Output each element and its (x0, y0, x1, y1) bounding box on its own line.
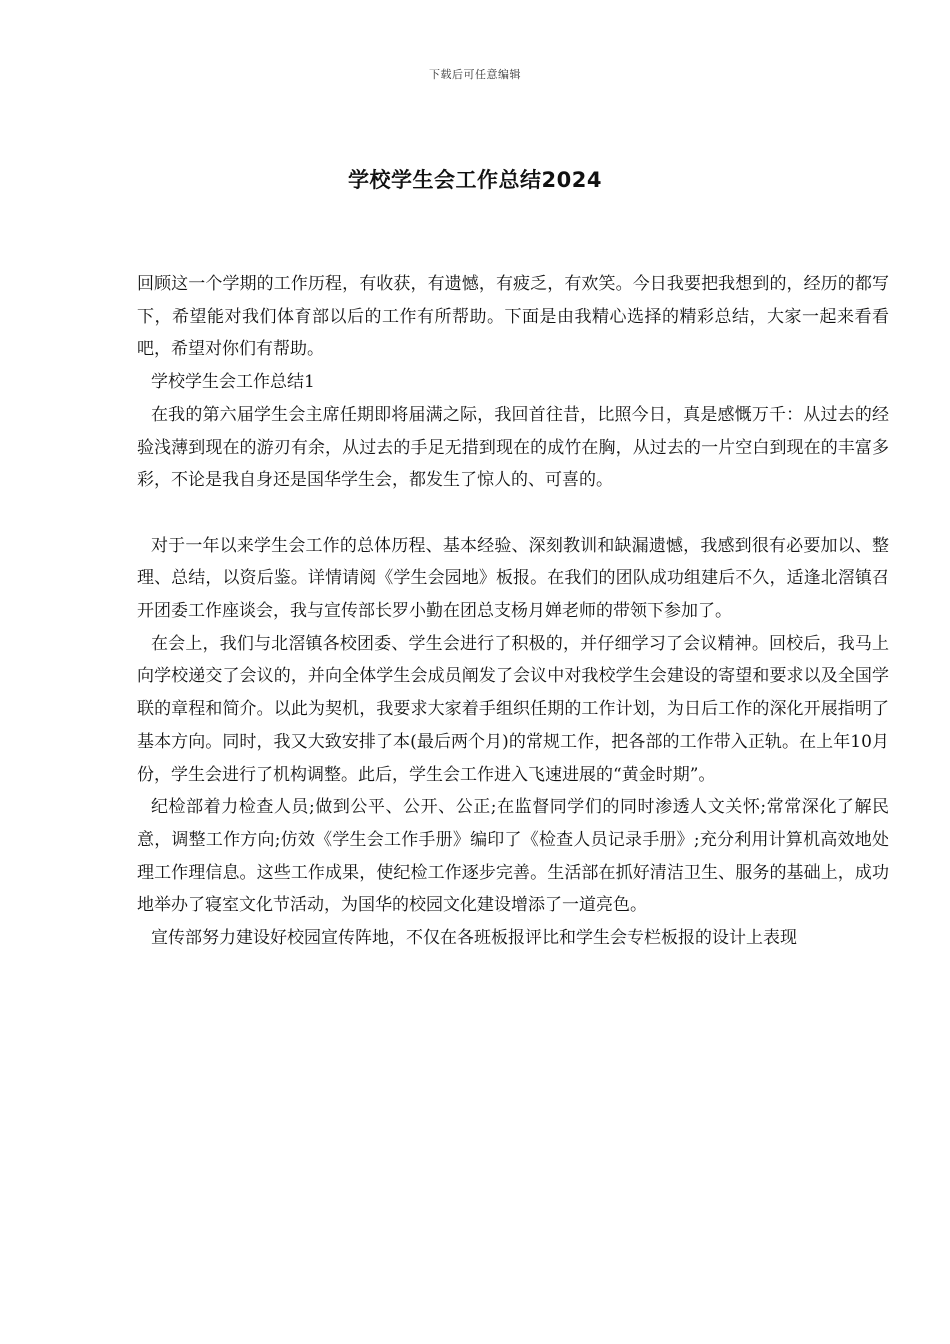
section-heading: 学校学生会工作总结1 (151, 372, 315, 393)
intro-paragraph: 回顾这一个学期的工作历程，有收获，有遗憾，有疲乏，有欢笑。今日我要把我想到的，经历的都写下，希望能对我们体育部以后的工作有所帮助。下面是由我精心选择的精彩总结，大家一起来看看吧，希望对你们有帮助。 (137, 274, 889, 360)
body-paragraph: 对于一年以来学生会工作的总体历程、基本经验、深刻教训和缺漏遗憾，我感到很有必要加以、整理、总结，以资后鉴。详情请阅《学生会园地》板报。在我们的团队成功组建后不久，适逢北滘镇召开团委工作座谈会，我与宣传部长罗小勤在团总支杨月婵老师的带领下参加了。 (137, 535, 889, 622)
header-note: 下载后可任意编辑 (429, 68, 521, 81)
document-title: 学校学生会工作总结2024 (348, 168, 602, 192)
document-body (137, 268, 889, 955)
blank-line (137, 497, 889, 530)
body-paragraph: 纪检部着力检查人员;做到公平、公开、公正;在监督同学们的同时渗透人文关怀;常常深化了解民意，调整工作方向;仿效《学生会工作手册》编印了《检查人员记录手册》;充分利用计算机高效地处理工作理信息。这些工作成果，使纪检工作逐步完善。生活部在抓好清洁卫生、服务的基础上，成功地举办了寝室文化节活动，为国华的校园文化建设增添了一道亮色。 (137, 797, 889, 916)
body-paragraph: 在我的第六届学生会主席任期即将届满之际，我回首往昔，比照今日，真是感慨万千：从过去的经验浅薄到现在的游刃有余，从过去的手足无措到现在的成竹在胸，从过去的一片空白到现在的丰富多彩，不论是我自身还是国华学生会，都发生了惊人的、可喜的。 (137, 404, 889, 491)
body-paragraph: 宣传部努力建设好校园宣传阵地，不仅在各班板报评比和学生会专栏板报的设计上表现 (151, 928, 797, 949)
body-paragraph: 在会上，我们与北滘镇各校团委、学生会进行了积极的，并仔细学习了会议精神。回校后，我马上向学校递交了会议的，并向全体学生会成员阐发了会议中对我校学生会建设的寄望和要求以及全国学联的章程和简介。以此为契机，我要求大家着手组织任期的工作计划，为日后工作的深化开展指明了基本方向。同时，我又大致安排了本(最后两个月)的常规工作，把各部的工作带入正轨。在上年10月份，学生会进行了机构调整。此后，学生会工作进入飞速进展的“黄金时期”。 (137, 633, 889, 785)
